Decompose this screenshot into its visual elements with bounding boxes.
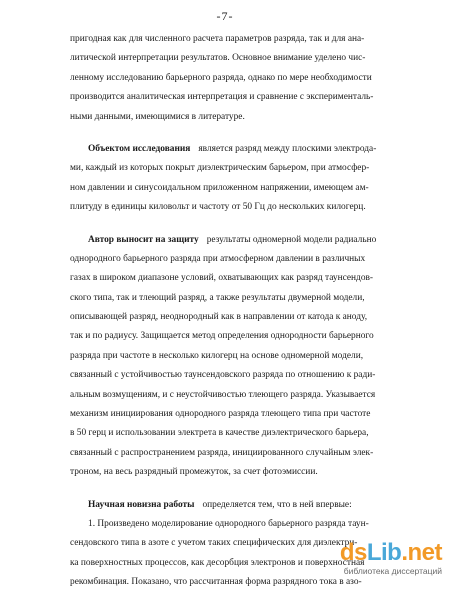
- text-line: ном давлении и синусоидальном приложенном напряжении, имеющем ам-: [70, 182, 369, 193]
- text-line: производится аналитическая интерпретация и сравнение с эксперименталь-: [70, 92, 374, 103]
- text-line: альным возмущениям, и с неустойчивостью тлеющего разряда. Указывается: [70, 389, 376, 400]
- dslib-watermark: [332, 541, 444, 577]
- text-line: рекомбинация. Показано, что рассчитанная форма разрядного тока в азо-: [70, 577, 362, 588]
- logo-part-net: .net: [401, 539, 442, 566]
- text-line: связанный с устойчивостью таунсендовского разряда по отношению к ради-: [70, 370, 376, 381]
- page-number: -7-: [216, 9, 234, 23]
- logo-part-ds: ds: [339, 539, 367, 566]
- text-line: пригодная как для численного расчета параметров разряда, так и для ана-: [70, 34, 365, 44]
- text-line: ленному исследованию барьерного разряда, однако по мере необходимости: [70, 72, 372, 83]
- text-line: так и по радиусу. Защищается метод определения однородности барьерного: [70, 331, 374, 342]
- text-line: в 50 герц и использовании электрета в качестве диэлектрического барьера,: [70, 428, 369, 439]
- object-paragraph: [70, 140, 420, 218]
- text-line: ными данными, имеющимися в литературе.: [70, 111, 245, 122]
- novelty-text: определяется тем, что в ней впервые:: [202, 499, 352, 510]
- text-line: троном, на весь разрядный промежуток, за счет фотоэмиссии.: [70, 467, 318, 478]
- text-line: плитуду в единицы киловольт и частоту от 50 Гц до нескольких килогерц.: [70, 202, 366, 213]
- document-body: [70, 30, 420, 606]
- text-line: описывающей разряд, неоднородный как в направлении от катода к аноду,: [70, 312, 368, 323]
- text-line: однородного барьерного разряда при атмосферном давлении в различных: [70, 253, 366, 264]
- defense-text: результаты одномерной модели радиально: [206, 234, 377, 245]
- text-line: ского типа, так и тлеющий разряд, а также результаты двумерной модели,: [70, 292, 365, 303]
- text-line: разряда при частоте в несколько килогерц на основе одномерной модели,: [70, 350, 364, 361]
- text-line: литической интерпретации результатов. Основное внимание уделено чис-: [70, 53, 366, 64]
- text-line: ка поверхностных процессов, как десорбция электронов и поверхностная: [70, 557, 365, 568]
- text-line: связанный с распространением разряда, инициированного случайным элек-: [70, 447, 374, 458]
- defense-heading: Автор выносит на защиту: [88, 234, 199, 245]
- text-line: 1. Произведено моделирование однородного барьерного разряда таун-: [88, 518, 369, 529]
- logo-part-lib: Lib: [366, 539, 402, 566]
- novelty-heading: Научная новизна работы: [88, 499, 195, 510]
- dslib-logo: [340, 541, 442, 565]
- text-line: газах в широком диапазоне условий, охватывающих как разряд таунсендов-: [70, 273, 374, 284]
- text-line: механизм инициирования однородного разряда тлеющего типа при частоте: [70, 409, 371, 420]
- defense-paragraph: [70, 231, 420, 483]
- object-heading: Объектом исследования: [88, 143, 191, 154]
- watermark-subtitle: библиотека диссертаций: [343, 566, 442, 576]
- object-text: является разряд между плоскими электрода-: [198, 143, 377, 154]
- text-line: [70, 496, 420, 515]
- text-line: [70, 140, 420, 159]
- text-line: сендовского типа в азоте с учетом таких специфических для диэлектри-: [70, 538, 358, 549]
- intro-paragraph: [70, 30, 420, 127]
- text-line: ми, каждый из которых покрыт диэлектрическим барьером, при атмосфер-: [70, 163, 370, 174]
- text-line: [70, 231, 420, 250]
